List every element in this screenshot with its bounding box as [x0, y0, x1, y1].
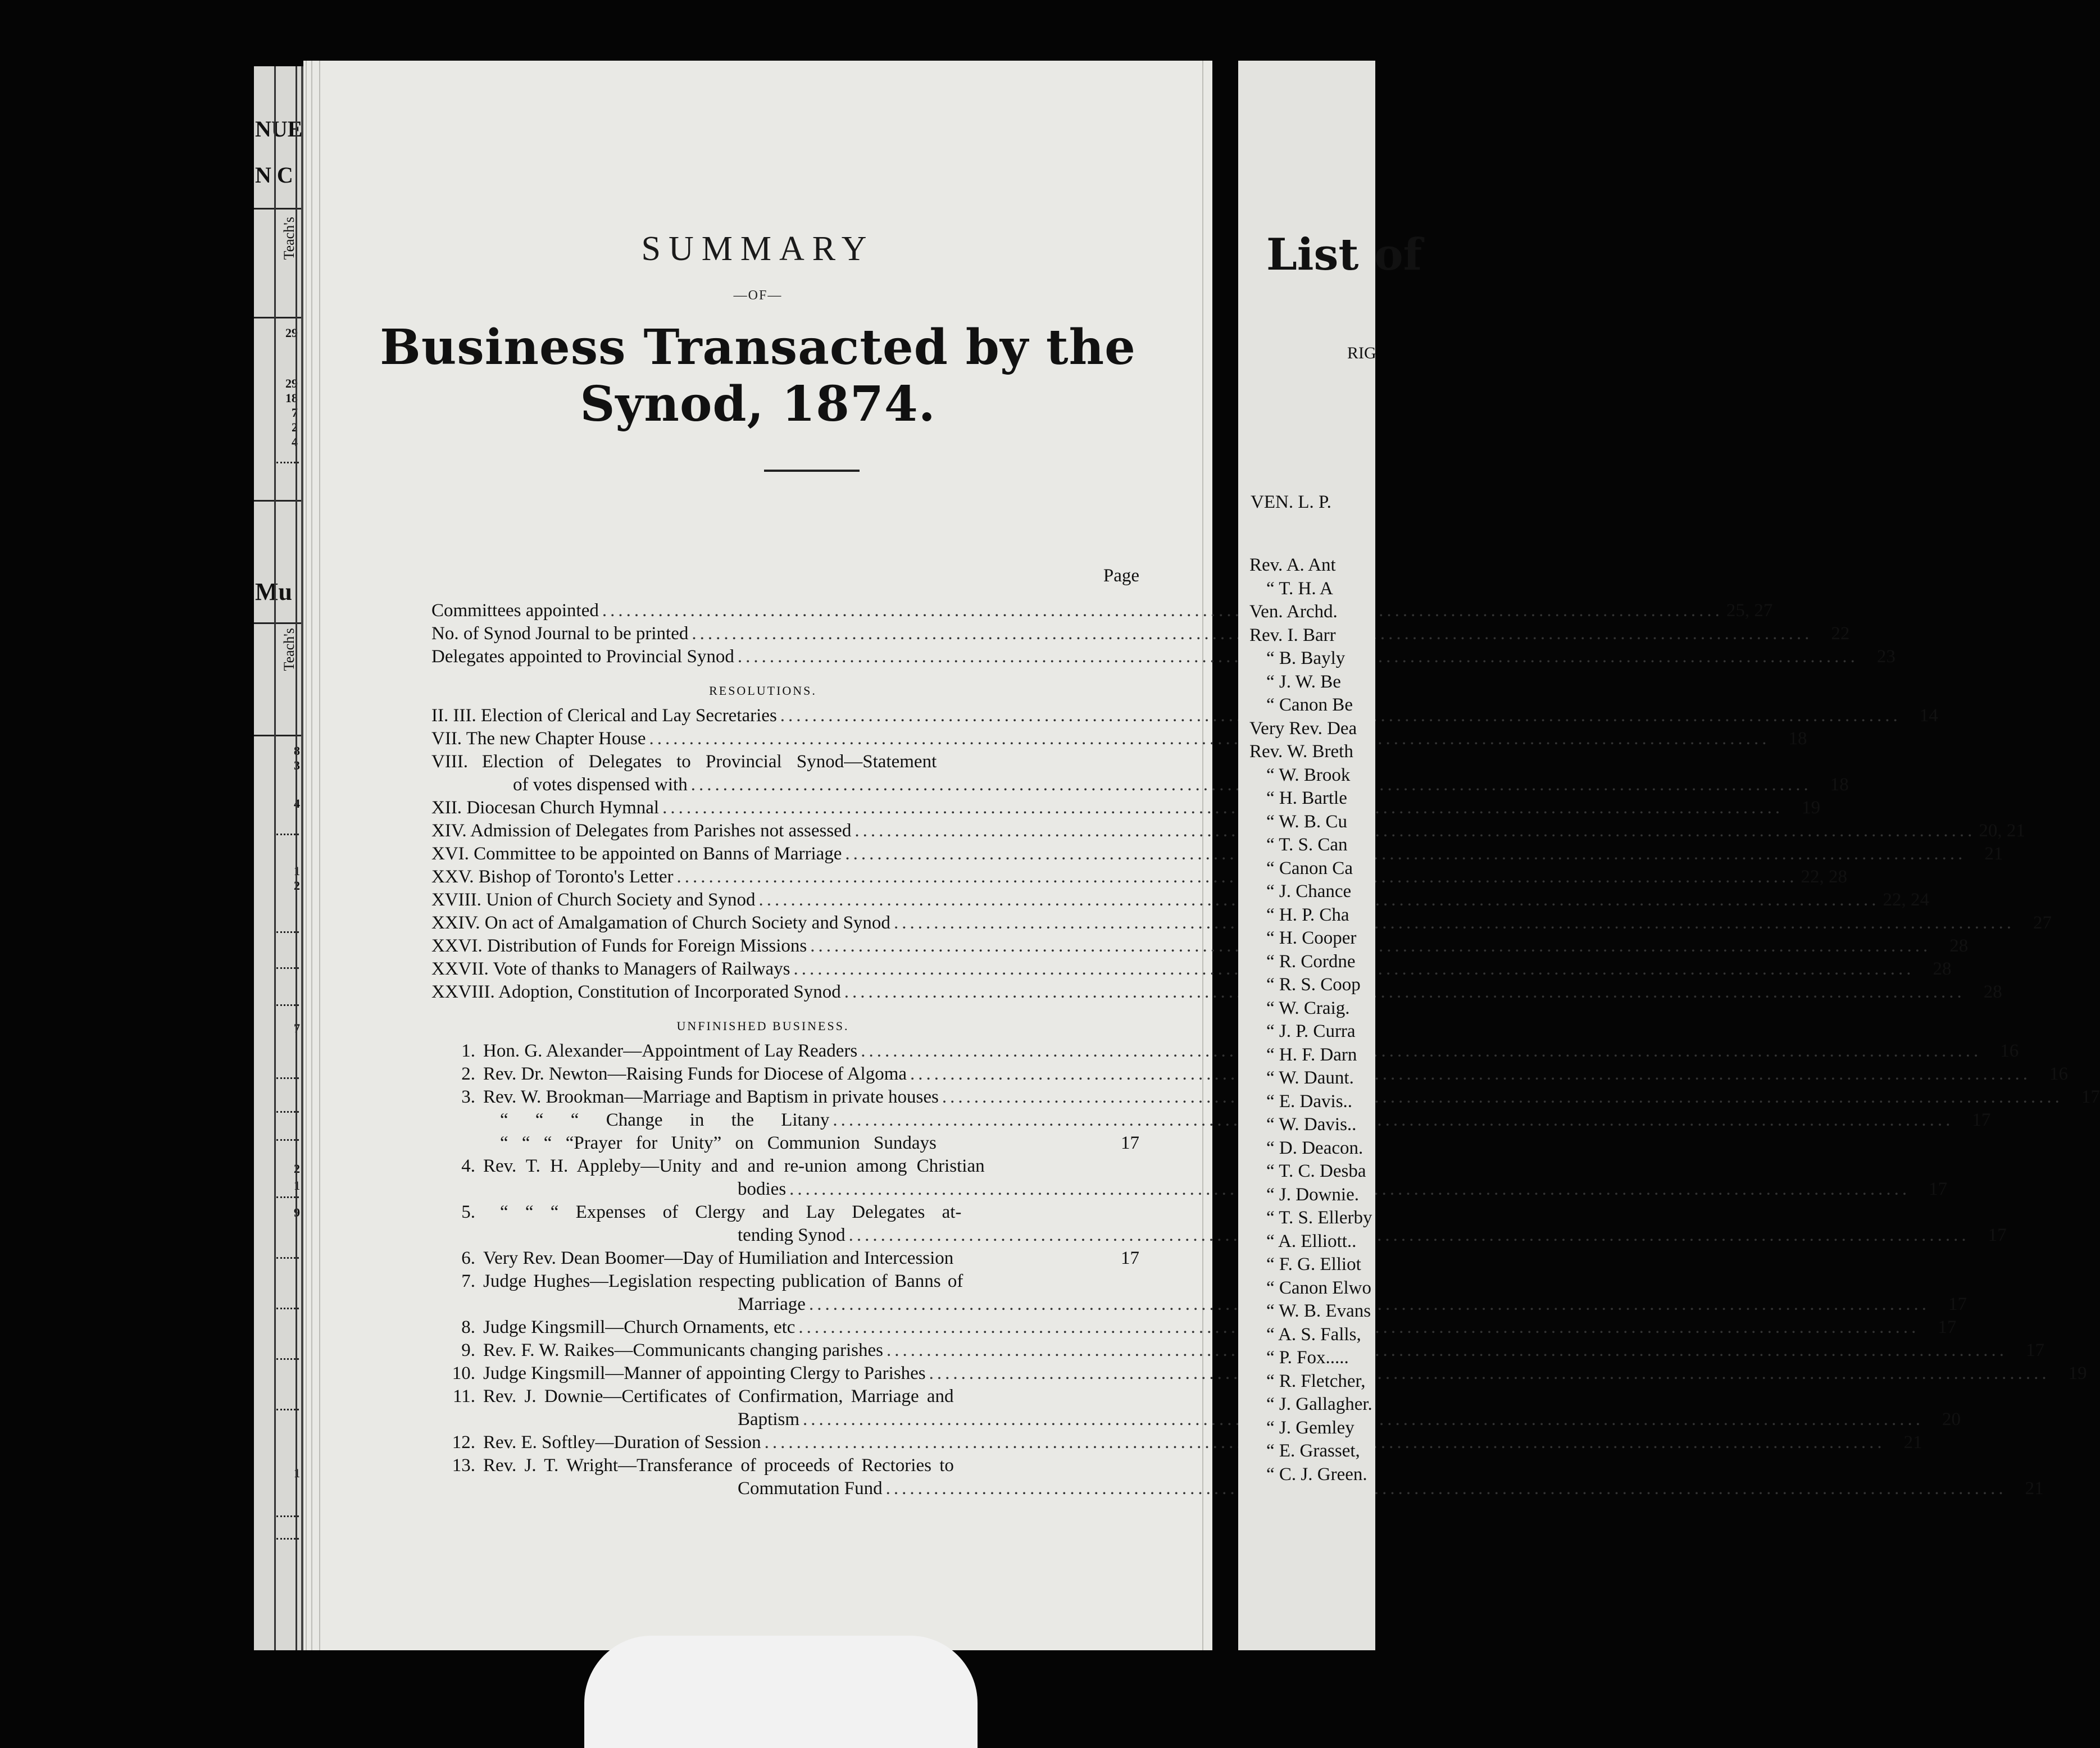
list-item: “ J. Gemley: [1266, 1417, 1354, 1438]
list-item: “ Canon Ca: [1266, 858, 1353, 878]
resolution-row: XII. Diocesan Church Hymnal ..... 19: [431, 796, 1139, 820]
unfinished-row: 9. Rev. F. W. Raikes—Communicants changing parishes ..... 17: [431, 1339, 1139, 1362]
unfinished-row: 8. Judge Kingsmill—Church Ornaments, etc ..... 17: [431, 1316, 1139, 1339]
list-item: Rev. A. Ant: [1249, 555, 1336, 575]
list-item: “ W. B. Cu: [1266, 811, 1347, 832]
list-item: “ F. G. Elliot: [1266, 1254, 1361, 1274]
unfinished-row: 2. Rev. Dr. Newton—Raising Funds for Diocese of Algoma ..... 16: [431, 1063, 1139, 1086]
next-page-heading: List of: [1266, 229, 1422, 280]
list-item: “ J. Gallagher.: [1266, 1394, 1372, 1414]
list-item: “ J. Chance: [1266, 881, 1352, 902]
unfinished-row: 3. Rev. W. Brookman—Marriage and Baptism in private houses ..... 17: [431, 1086, 1139, 1109]
unfinished-row: “ “ “ Change in the Litany ..... 17: [431, 1109, 1139, 1132]
toc-row: Delegates appointed to Provincial Synod ..... 23: [431, 645, 1139, 668]
unfinished-row-continuation: Marriage ..... 17: [431, 1293, 1139, 1316]
list-item: “ H. Bartle: [1266, 788, 1347, 808]
list-item: “ H. F. Darn: [1266, 1044, 1357, 1065]
unfinished-row: 4. Rev. T. H. Appleby—Unity and and re-union among Christian: [461, 1156, 985, 1176]
list-item: “ W. Craig.: [1266, 998, 1350, 1018]
list-item: Rev. W. Breth: [1249, 741, 1353, 762]
resolution-row: XIV. Admission of Delegates from Parishes not assessed ..... 20, 21: [431, 820, 1139, 843]
list-item: “ J. W. Be: [1266, 671, 1341, 692]
resolution-row: XXIV. On act of Amalgamation of Church Society and Synod ..... 27: [431, 912, 1139, 935]
resolution-row: XVIII. Union of Church Society and Synod ..... 22, 24: [431, 889, 1139, 912]
unfinished-row: 11. Rev. J. Downie—Certificates of Confirmation, Marriage and: [452, 1386, 954, 1406]
unfinished-business-title: UNFINISHED BUSINESS.: [676, 1019, 849, 1033]
list-item: Very Rev. Dea: [1249, 718, 1357, 739]
left-column-label-1: Teach's: [281, 217, 297, 260]
unfinished-row-continuation: Baptism ..... 20: [431, 1408, 1139, 1431]
list-item: “ A. S. Falls,: [1266, 1324, 1361, 1345]
list-item: “ E. Davis..: [1266, 1091, 1353, 1112]
list-item: “ C. J. Green.: [1266, 1464, 1367, 1485]
list-item: “ T. S. Ellerby: [1266, 1208, 1372, 1228]
list-item: “ J. P. Curra: [1266, 1021, 1356, 1041]
page-heading: Business Transacted by the Synod, 1874.: [380, 319, 1136, 433]
toc-row: Committees appointed ..... 25, 27: [431, 599, 1139, 622]
resolution-row: VII. The new Chapter House ..... 18: [431, 727, 1139, 750]
resolution-row: XVI. Committee to be appointed on Banns of Marriage ..... 21: [431, 843, 1139, 866]
next-page-subheading: RIG: [1347, 344, 1376, 362]
list-item: “ T. C. Desba: [1266, 1161, 1366, 1181]
left-column-label-2: Teach's: [281, 628, 297, 671]
unfinished-row: 7. Judge Hughes—Legislation respecting publication of Banns of: [461, 1271, 963, 1291]
list-item: Rev. I. Barr: [1249, 625, 1336, 645]
resolution-row: XXVIII. Adoption, Constitution of Incorporated Synod ..... 28: [431, 981, 1139, 1004]
page-column-header: Page: [1103, 566, 1139, 586]
list-item: “ J. Downie.: [1266, 1184, 1359, 1205]
bottom-edge-artifact: [584, 1636, 978, 1748]
list-item: “ H. Cooper: [1266, 928, 1357, 948]
list-item: “ D. Deacon.: [1266, 1137, 1363, 1158]
heading-rule: [764, 470, 860, 472]
previous-page-fragment: NUE N C Teach's 29 29 18 7 2 4 Mu Teach's 8 3 4 1 2 7 2 1 9 1: [254, 66, 303, 1650]
list-item: “ W. Brook: [1266, 764, 1351, 785]
list-item: Ven. Archd.: [1249, 602, 1338, 622]
unfinished-row: 10. Judge Kingsmill—Manner of appointing Clergy to Parishes ..... 19: [431, 1362, 1139, 1385]
list-item: “ E. Grasset,: [1266, 1441, 1360, 1461]
unfinished-row: 5. “ “ “ Expenses of Clergy and Lay Delegates at-: [461, 1202, 962, 1222]
resolution-row: XXV. Bishop of Toronto's Letter ..... 22, 28: [431, 866, 1139, 889]
list-item: “ H. P. Cha: [1266, 904, 1349, 925]
unfinished-row: 1. Hon. G. Alexander—Appointment of Lay Readers ..... 16: [431, 1040, 1139, 1063]
title-of: —OF—: [733, 288, 783, 303]
unfinished-row: 12. Rev. E. Softley—Duration of Session ..... 21: [431, 1431, 1139, 1454]
list-item: “ T. H. A: [1266, 578, 1333, 599]
next-page-fragment: [1238, 61, 1422, 1650]
page-title: SUMMARY: [641, 230, 875, 268]
left-fragment-1: NUE: [255, 116, 303, 142]
left-fragment-2: N C: [255, 162, 293, 188]
list-item: “ W. B. Evans: [1266, 1301, 1371, 1321]
left-fragment-3: Mu: [255, 578, 292, 606]
resolution-row: XXVI. Distribution of Funds for Foreign Missions ..... 28: [431, 935, 1139, 958]
resolution-row-continuation: of votes dispensed with ..... 18: [431, 773, 1139, 796]
resolution-row: XXVII. Vote of thanks to Managers of Railways ..... 28: [431, 958, 1139, 981]
unfinished-row: “ “ “ “Prayer for Unity” on Communion Sundays 17: [500, 1133, 1139, 1153]
next-page-name-list: [1249, 554, 1372, 1486]
list-item: “ P. Fox.....: [1266, 1348, 1349, 1368]
resolutions-title: RESOLUTIONS.: [709, 684, 817, 698]
unfinished-row: 6. Very Rev. Dean Boomer—Day of Humiliation and Intercession 17: [461, 1248, 1139, 1268]
list-item: “ R. S. Coop: [1266, 975, 1361, 995]
list-item: “ Canon Elwo: [1266, 1277, 1371, 1298]
list-item: “ B. Bayly: [1266, 648, 1346, 668]
list-item: “ A. Elliott..: [1266, 1231, 1357, 1251]
list-item: “ W. Davis..: [1266, 1114, 1357, 1135]
unfinished-row-continuation: bodies ..... 17: [431, 1178, 1139, 1201]
unfinished-row-continuation: tending Synod ..... 17: [431, 1224, 1139, 1247]
list-item: “ Canon Be: [1266, 695, 1353, 715]
unfinished-row-continuation: Commutation Fund ..... 21: [431, 1477, 1139, 1500]
list-item: “ R. Cordne: [1266, 951, 1356, 972]
toc-row: No. of Synod Journal to be printed ..... 22: [431, 622, 1139, 645]
list-item: “ W. Daunt.: [1266, 1068, 1354, 1088]
next-page-ven: VEN. L. P.: [1251, 492, 1331, 512]
list-item: “ T. S. Can: [1266, 835, 1348, 855]
resolution-row: II. III. Election of Clerical and Lay Secretaries ..... 14: [431, 704, 1139, 727]
unfinished-row: 13. Rev. J. T. Wright—Transferance of proceeds of Rectories to: [452, 1455, 954, 1476]
resolution-row: VIII. Election of Delegates to Provincial Synod—Statement: [431, 752, 937, 772]
list-item: “ R. Fletcher,: [1266, 1371, 1366, 1391]
